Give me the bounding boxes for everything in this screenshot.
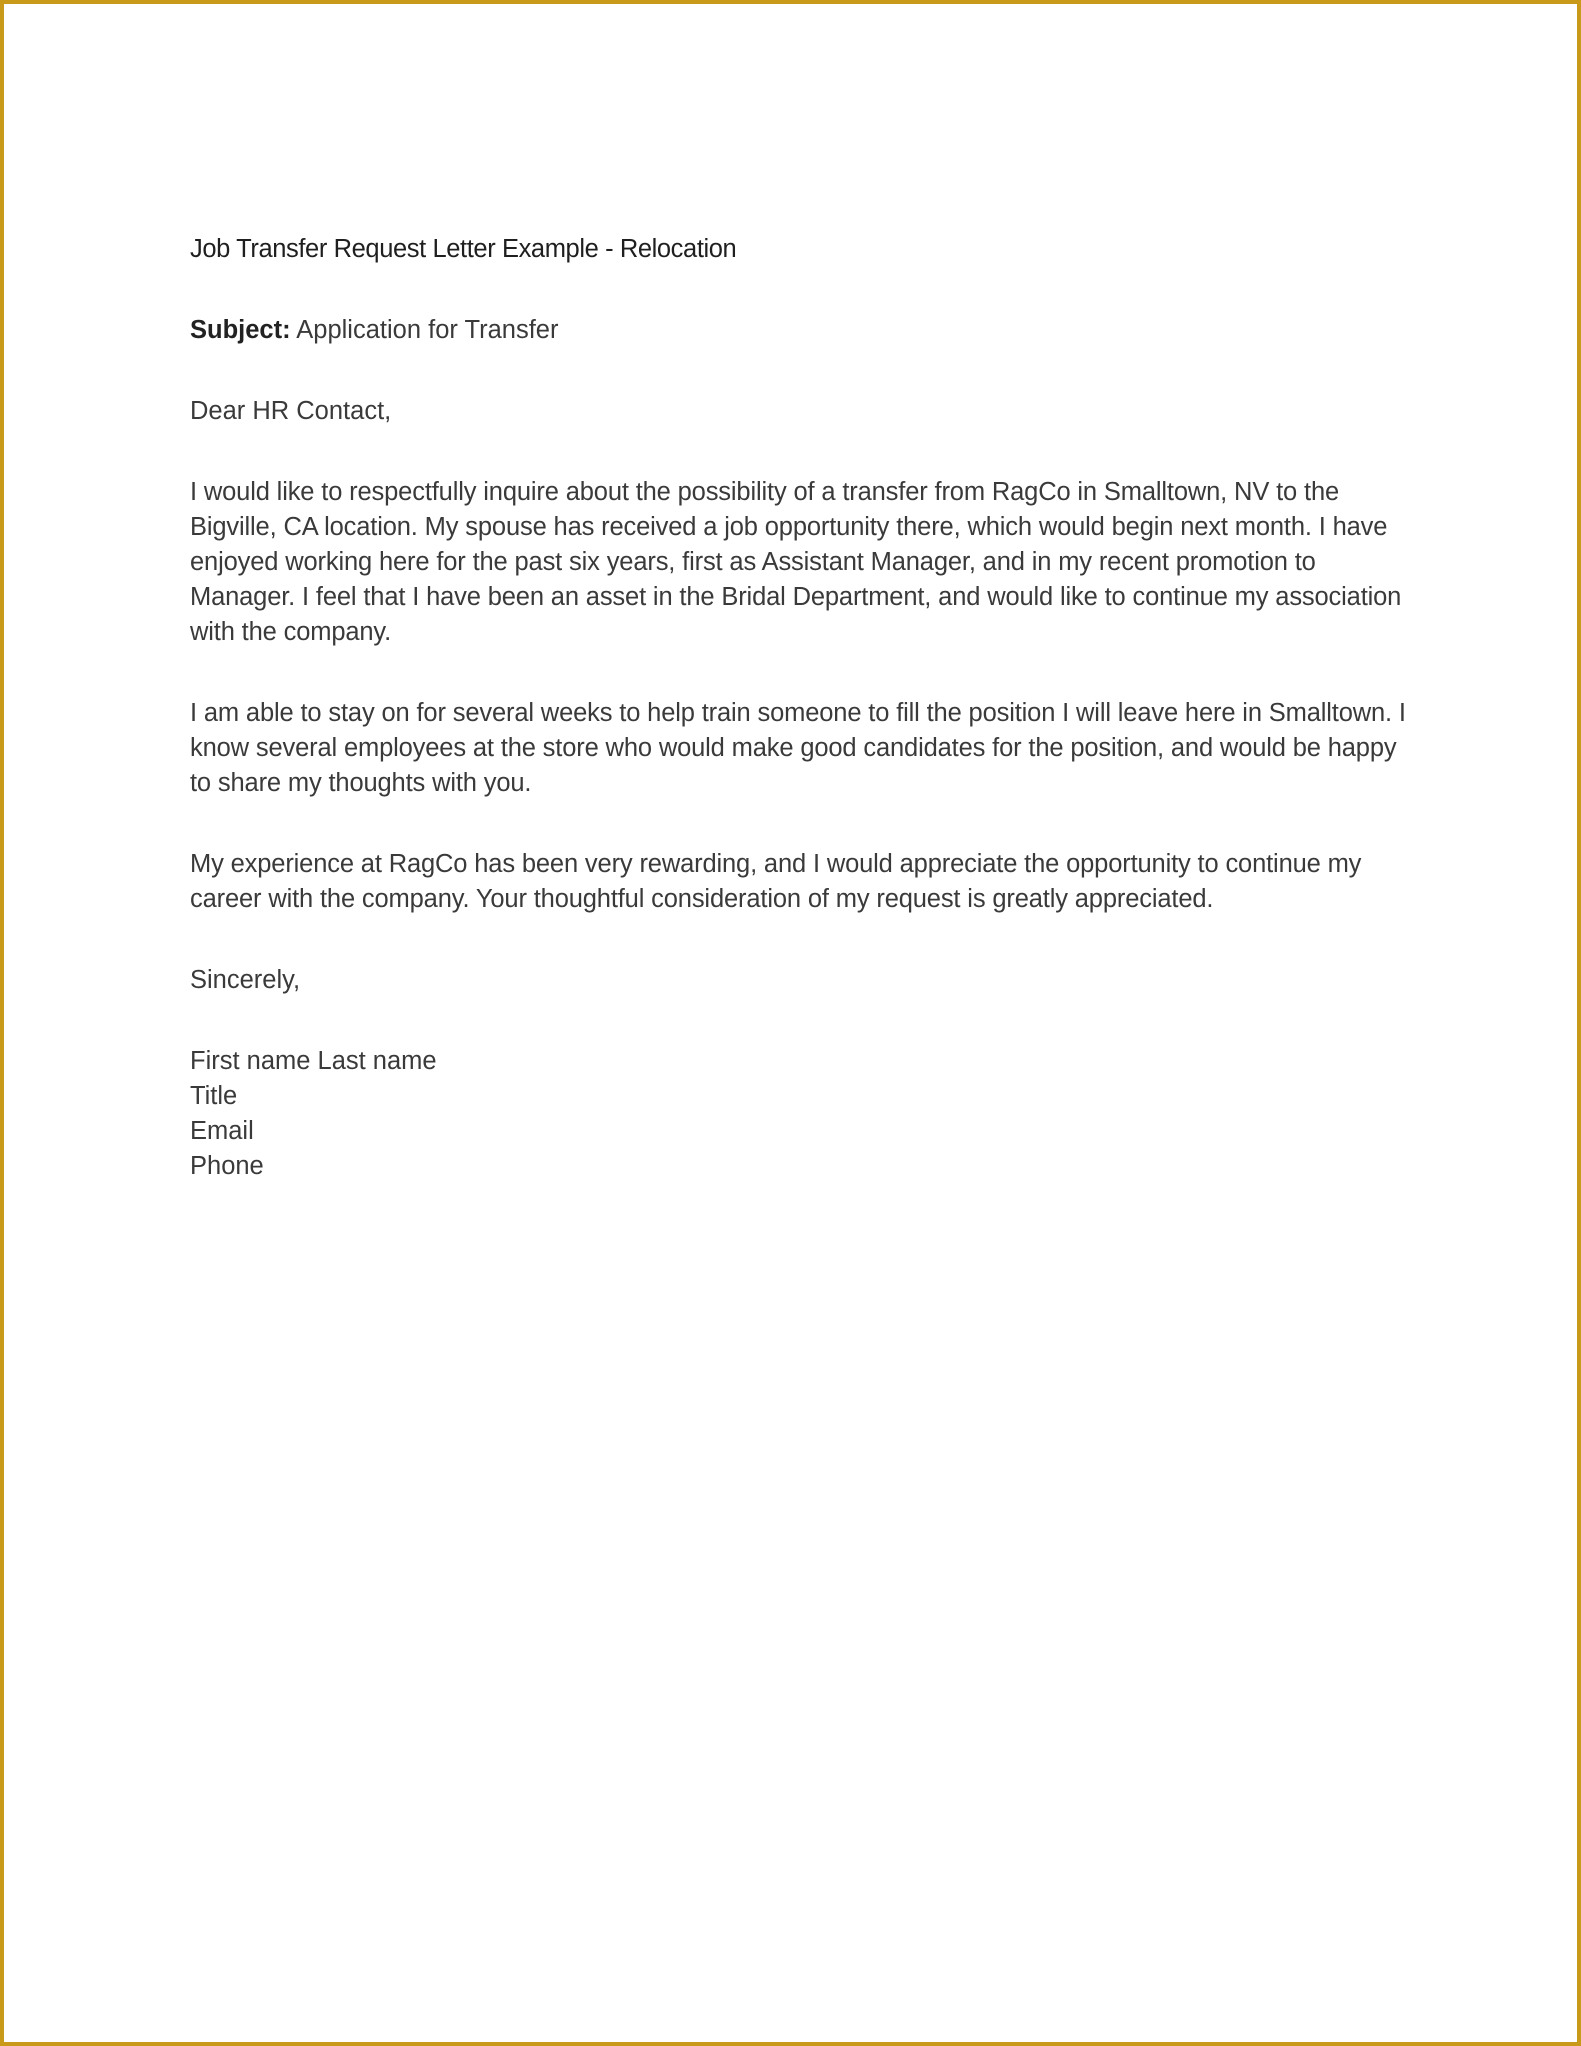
subject-text: Application for Transfer: [290, 316, 559, 344]
paragraph-1: I would like to respectfully inquire about the possibility of a transfer from RagCo in Smalltown, NV to the Bigville, CA location. My spouse has received a job opportunity there, which would begin next month. I have enjoyed working here for the past six years, first as Assistant Manager, and in my recent promotion to Manager. I feel that I have been an asset in the Bridal Department, and would like to continue my association with the company.: [190, 478, 1402, 646]
closing: Sincerely,: [190, 966, 301, 994]
signature-name: First name Last name: [190, 1047, 437, 1075]
paragraph-2: I am able to stay on for several weeks to help train someone to fill the position I will leave here in Smalltown. I know several employees at the store who would make good candidates for the position, and would be happy to share my thoughts with you.: [190, 699, 1406, 797]
document-title: Job Transfer Request Letter Example - Relocation: [190, 235, 737, 263]
signature-block: [190, 1044, 1420, 1184]
paragraph-3: My experience at RagCo has been very rewarding, and I would appreciate the opportunity to continue my career with the company. Your thoughtful consideration of my request is greatly appreciated.: [190, 850, 1362, 913]
subject-line: [190, 313, 1420, 348]
letter-body: [190, 232, 1420, 1184]
signature-title: Title: [190, 1082, 238, 1110]
greeting: Dear HR Contact,: [190, 397, 392, 425]
signature-phone: Phone: [190, 1152, 264, 1180]
subject-label: Subject:: [190, 316, 291, 344]
signature-email: Email: [190, 1117, 254, 1145]
